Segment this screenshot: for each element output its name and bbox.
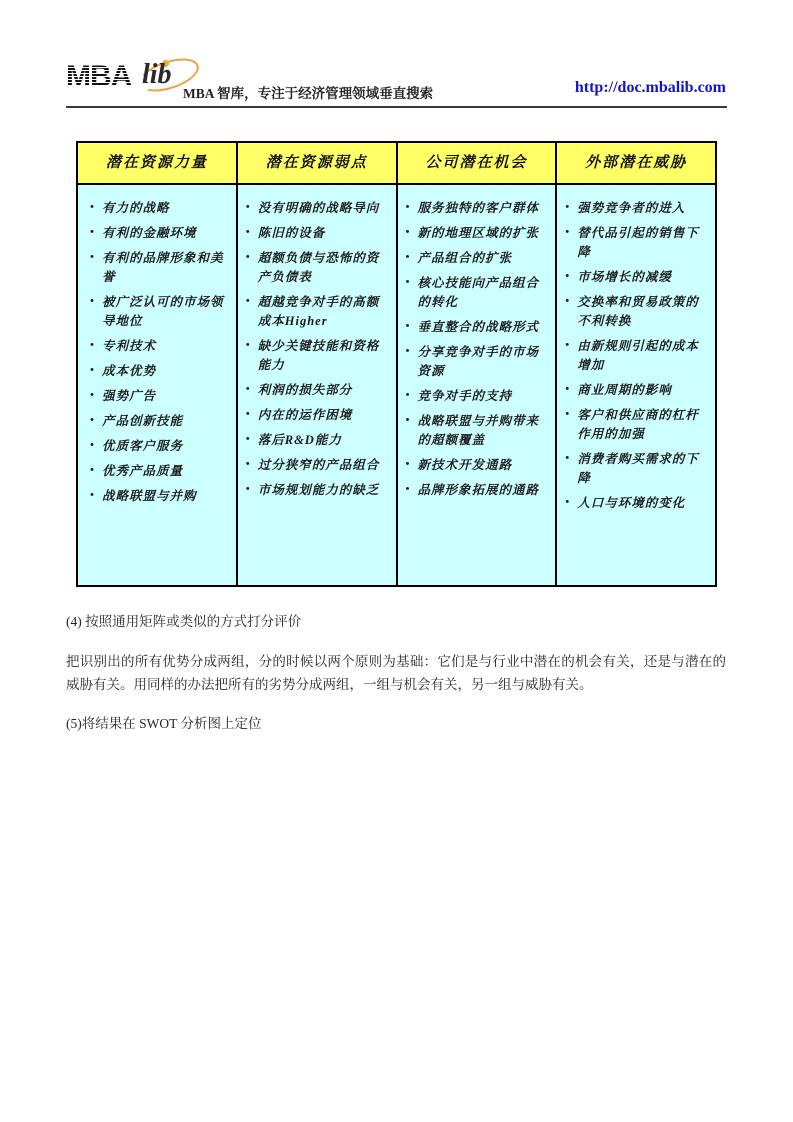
swot-analysis-table (76, 141, 717, 587)
list-item: • 优质客户服务 (88, 437, 232, 456)
column-header-strengths: 潜在资源力量 (77, 142, 237, 184)
list-item: • 有力的战略 (88, 199, 232, 218)
list-item: • 优秀产品质量 (88, 462, 232, 481)
logo-lib-text: lib (142, 59, 172, 90)
list-item: • 市场增长的减缓 (563, 268, 711, 287)
weaknesses-list (244, 199, 392, 500)
list-item: • 客户和供应商的杠杆作用的加强 (563, 406, 711, 444)
list-item: • 服务独特的客户群体 (404, 199, 552, 218)
list-item: • 落后R&D能力 (244, 431, 392, 450)
site-url-link[interactable]: http://doc.mbalib.com (574, 79, 726, 96)
cell-threats (556, 184, 716, 586)
list-item: • 内在的运作困境 (244, 406, 392, 425)
list-item: • 缺少关键技能和资格能力 (244, 337, 392, 375)
column-header-opportunities: 公司潜在机会 (397, 142, 557, 184)
list-item: • 有利的品牌形象和美誉 (88, 249, 232, 287)
opportunities-list (404, 199, 552, 500)
list-item: • 替代品引起的销售下降 (563, 224, 711, 262)
column-header-threats: 外部潜在威胁 (556, 142, 716, 184)
list-item: • 战略联盟与并购带来的超额覆盖 (404, 412, 552, 450)
list-item: • 商业周期的影响 (563, 381, 711, 400)
list-item: • 竞争对手的支持 (404, 387, 552, 406)
cell-opportunities (397, 184, 557, 586)
cell-strengths (77, 184, 237, 586)
step-5-heading: (5)将结果在 SWOT 分析图上定位 (66, 716, 262, 731)
list-item: • 强势广告 (88, 387, 232, 406)
table-body-row (77, 184, 716, 586)
list-item: • 分享竞争对手的市场资源 (404, 343, 552, 381)
list-item: • 垂直整合的战略形式 (404, 318, 552, 337)
list-item: • 被广泛认可的市场领导地位 (88, 293, 232, 331)
list-item: • 战略联盟与并购 (88, 487, 232, 506)
list-item: • 交换率和贸易政策的不利转换 (563, 293, 711, 331)
site-tagline: MBA 智库，专注于经济管理领域垂直搜索 (183, 86, 434, 101)
list-item: • 强势竞争者的进入 (563, 199, 711, 218)
main-paragraph: 把识别出的所有优势分成两组，分的时候以两个原则为基础：它们是与行业中潜在的机会有关，还是与潜在的威胁有关。用同样的办法把所有的劣势分成两组，一组与机会有关，另一组与威胁有关。 (66, 654, 726, 692)
list-item: • 陈旧的设备 (244, 224, 392, 243)
header-divider (66, 106, 727, 108)
list-item: • 有利的金融环境 (88, 224, 232, 243)
list-item: • 成本优势 (88, 362, 232, 381)
list-item: • 过分狭窄的产品组合 (244, 456, 392, 475)
threats-list (563, 199, 711, 513)
strengths-list (88, 199, 232, 506)
list-item: • 利润的损失部分 (244, 381, 392, 400)
column-header-weaknesses: 潜在资源弱点 (237, 142, 397, 184)
list-item: • 没有明确的战略导向 (244, 199, 392, 218)
list-item: • 专利技术 (88, 337, 232, 356)
list-item: • 超越竞争对手的高额成本Higher (244, 293, 392, 331)
page-header (66, 58, 726, 108)
list-item: • 新技术开发通路 (404, 456, 552, 475)
list-item: • 消费者购买需求的下降 (563, 450, 711, 488)
cell-weaknesses (237, 184, 397, 586)
list-item: • 新的地理区域的扩张 (404, 224, 552, 243)
table-header-row (77, 142, 716, 184)
list-item: • 产品创新技能 (88, 412, 232, 431)
list-item: • 由新规则引起的成本增加 (563, 337, 711, 375)
step-4-heading: (4) 按照通用矩阵或类似的方式打分评价 (66, 614, 302, 629)
list-item: • 市场规划能力的缺乏 (244, 481, 392, 500)
list-item: • 产品组合的扩张 (404, 249, 552, 268)
list-item: • 核心技能向产品组合的转化 (404, 274, 552, 312)
list-item: • 超额负债与恐怖的资产负债表 (244, 249, 392, 287)
list-item: • 品牌形象拓展的通路 (404, 481, 552, 500)
logo-mba-text: MBA (66, 60, 132, 93)
list-item: • 人口与环境的变化 (563, 494, 711, 513)
